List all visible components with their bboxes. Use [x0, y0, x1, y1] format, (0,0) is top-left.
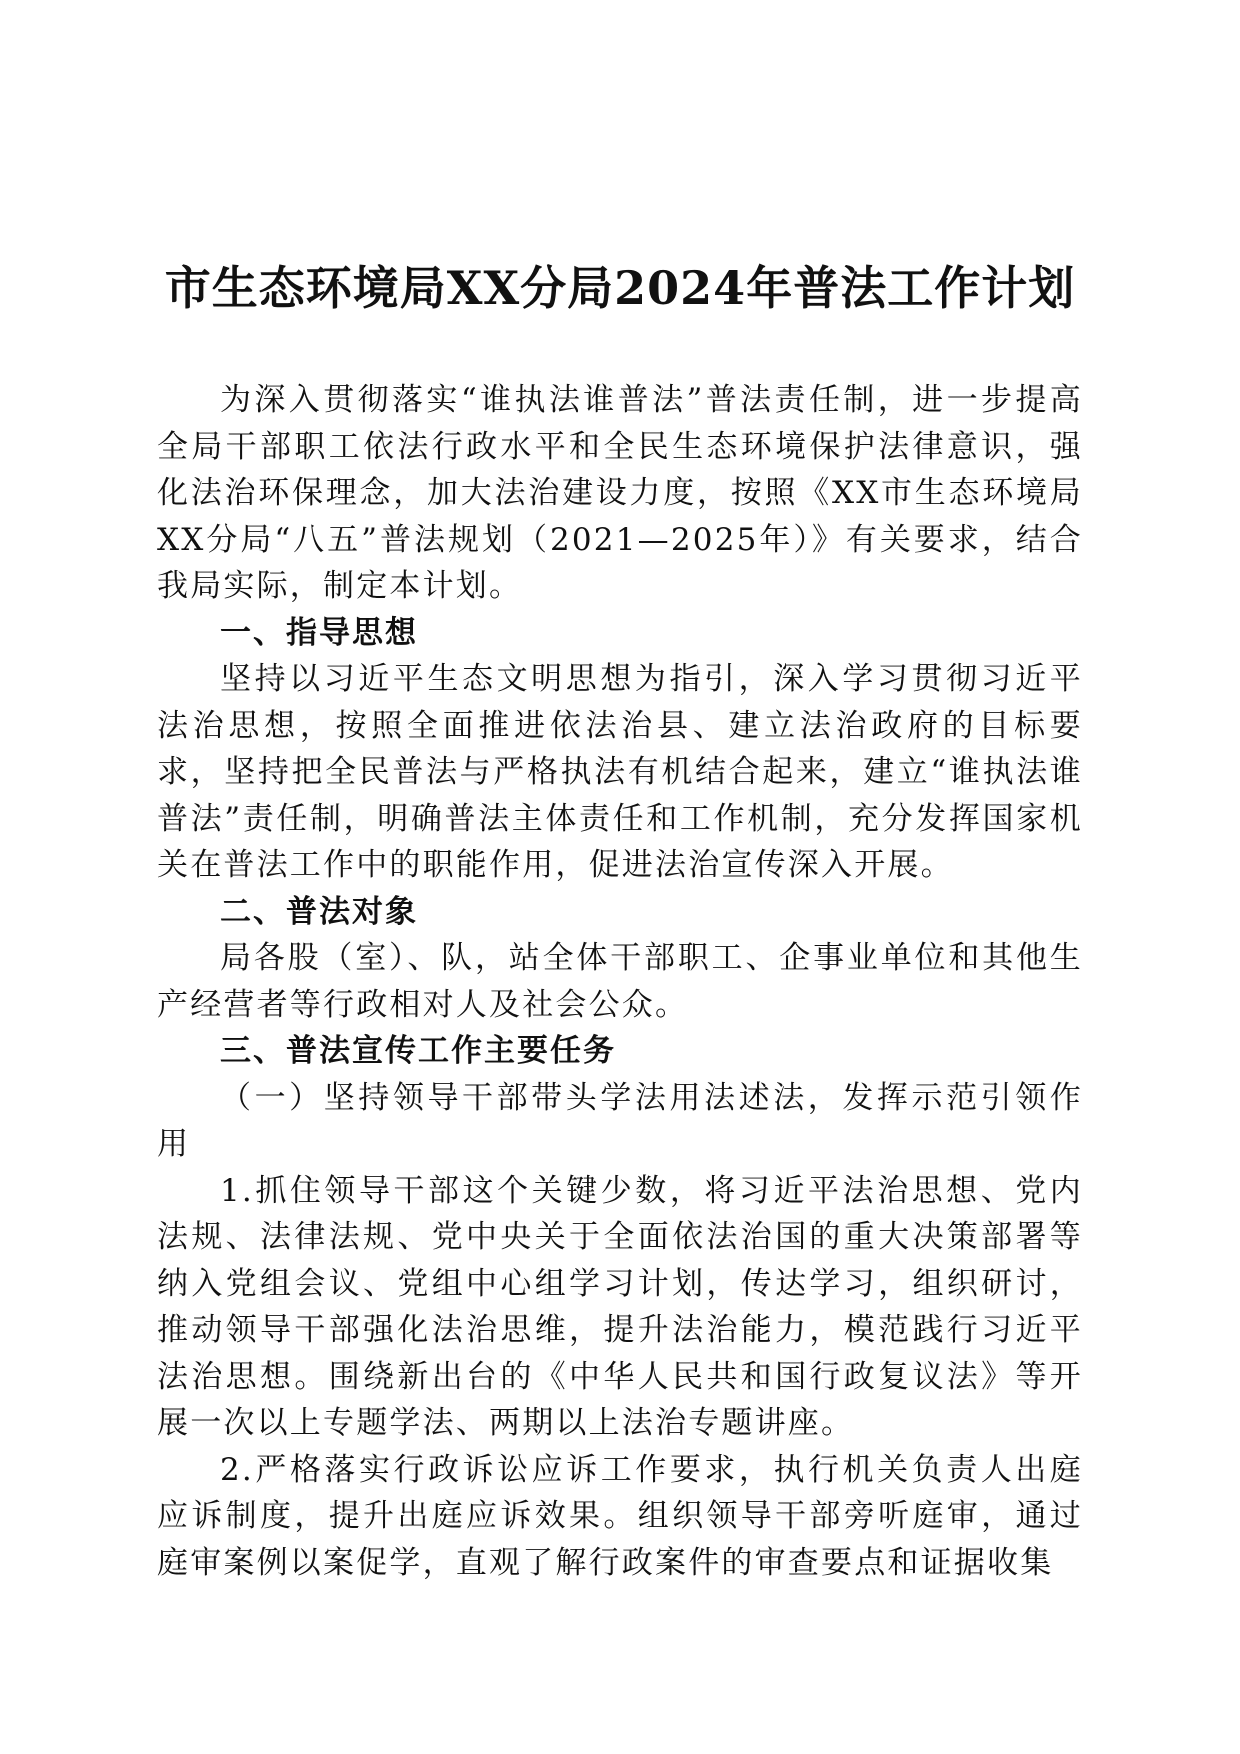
section-heading-main-tasks: 三、普法宣传工作主要任务 [220, 1033, 616, 1069]
section-paragraph-guiding-thought: 坚持以习近平生态文明思想为指引，深入学习贯彻习近平法治思想，按照全面推进依法治县、建立法治政府的目标要求，坚持把全民普法与严格执法有机结合起来，建立“谁执法谁普法”责任制，明确普法主体责任和工作机制，充分发挥国家机关在普法工作中的职能作用，促进法治宣传深入开展。 [157, 661, 1083, 883]
section-paragraph-audience: 局各股（室）、队，站全体干部职工、企事业单位和其他生产经营者等行政相对人及社会公众。 [157, 940, 1083, 1023]
task-item-2: 2.严格落实行政诉讼应诉工作要求，执行机关负责人出庭应诉制度，提升出庭应诉效果。组织领导干部旁听庭审，通过庭审案例以案促学，直观了解行政案件的审查要点和证据收集 [157, 1451, 1083, 1581]
document-body [157, 377, 1083, 1586]
subsection-heading-leaders: （一）坚持领导干部带头学法用法述法，发挥示范引领作用 [157, 1079, 1083, 1162]
intro-paragraph: 为深入贯彻落实“谁执法谁普法”普法责任制，进一步提高全局干部职工依法行政水平和全民生态环境保护法律意识，强化法治环保理念，加大法治建设力度，按照《XX市生态环境局XX分局“八五”普法规划（2021—2025年）》有关要求，结合我局实际，制定本计划。 [157, 382, 1083, 604]
section-heading-guiding-thought: 一、指导思想 [220, 614, 418, 651]
task-item-1: 1.抓住领导干部这个关键少数，将习近平法治思想、党内法规、法律法规、党中央关于全面依法治国的重大决策部署等纳入党组会议、党组中心组学习计划，传达学习，组织研讨，推动领导干部强化法治思维，提升法治能力，模范践行习近平法治思想。围绕新出台的《中华人民共和国行政复议法》等开展一次以上专题学法、两期以上法治专题讲座。 [157, 1172, 1083, 1441]
section-heading-audience: 二、普法对象 [220, 893, 418, 930]
document-title: 市生态环境局XX分局2024年普法工作计划 [164, 261, 1076, 315]
